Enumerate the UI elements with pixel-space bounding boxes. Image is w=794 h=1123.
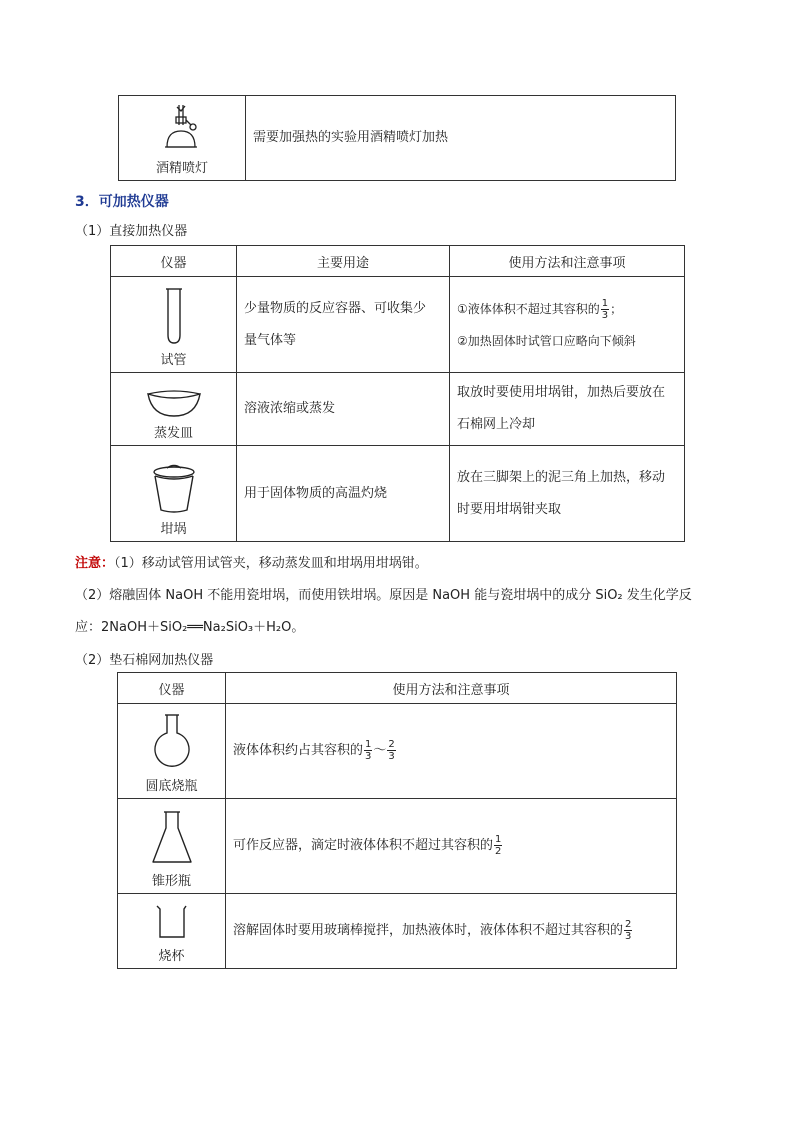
use-text: 量气体等 <box>244 332 297 348</box>
note-text: ①液体体积不超过其容积的 <box>457 301 600 316</box>
note-line: ①液体体积不超过其容积的 $\frac{1}{3}$ ； <box>457 297 623 321</box>
use-cell: 用于固体物质的高温灼烧 <box>237 446 450 542</box>
fraction: $\frac{2}{3}$ <box>625 919 632 942</box>
header-instrument: 仪器 <box>111 246 237 277</box>
instrument-cell <box>111 277 237 373</box>
use-cell: 溶液浓缩或蒸发 <box>237 373 450 446</box>
notes-cell <box>450 446 685 542</box>
round-bottom-flask-icon <box>152 713 192 771</box>
fraction: $\frac{1}{3}$ <box>365 739 372 762</box>
table-row <box>118 704 677 799</box>
notes-cell <box>450 373 685 446</box>
instrument-name: 试管 <box>160 353 187 368</box>
instrument-description: 需要加强热的实验用酒精喷灯加热 <box>246 96 676 181</box>
instrument-name: 圆底烧瓶 <box>145 779 198 794</box>
sub1-title: （1）直接加热仪器 <box>75 224 188 239</box>
note-text: 放在三脚架上的泥三角上加热，移动 <box>457 469 666 485</box>
use-cell <box>237 277 450 373</box>
notice-line-2: （2）熔融固体 NaOH 不能用瓷坩埚，而使用铁坩埚。原因是 NaOH 能与瓷坩埚中的成分 SiO₂ 发生化学反 <box>75 588 692 603</box>
notes-cell <box>226 799 677 894</box>
instrument-cell <box>118 704 226 799</box>
instrument-name: 锥形瓶 <box>151 874 191 889</box>
header-notes: 使用方法和注意事项 <box>450 246 685 277</box>
instrument-cell <box>119 96 246 181</box>
gauze-heating-table <box>117 672 677 969</box>
notes-cell: 液体体积约占其容积的 $\frac{1}{3}$ ～ $\frac{2}{3}$ <box>226 704 677 799</box>
note-text: 可作反应器，滴定时液体体积不超过其容积的 <box>233 838 494 853</box>
sub2-title: （2）垫石棉网加热仪器 <box>75 653 214 668</box>
note-text: 时要用坩埚钳夹取 <box>457 501 562 517</box>
beaker-icon <box>154 903 190 941</box>
header-instrument: 仪器 <box>118 673 226 704</box>
instrument-name: 蒸发皿 <box>153 426 193 441</box>
table-row <box>118 799 677 894</box>
instrument-name: 坩埚 <box>160 522 187 537</box>
instrument-cell <box>111 446 237 542</box>
note-text: ②加热固体时试管口应略向下倾斜 <box>457 333 636 348</box>
notes-cell <box>226 894 677 969</box>
instrument-cell <box>118 799 226 894</box>
alcohol-blowtorch-icon <box>157 103 207 153</box>
section-title: 3．可加热仪器 <box>75 194 169 210</box>
table-row <box>111 277 685 373</box>
notice-line-1 <box>75 552 428 571</box>
header-use: 主要用途 <box>237 246 450 277</box>
table-row <box>111 373 685 446</box>
top-table <box>118 95 676 181</box>
use-text: 少量物质的反应容器、可收集少 <box>244 300 427 316</box>
header-notes: 使用方法和注意事项 <box>226 673 677 704</box>
conical-flask-icon <box>150 810 194 866</box>
fraction: $\frac{2}{3}$ <box>388 739 395 762</box>
test-tube-icon <box>164 287 184 345</box>
table-row <box>111 446 685 542</box>
notice-text: （1）移动试管用试管夹，移动蒸发皿和坩埚用坩埚钳。 <box>114 556 428 571</box>
table-row <box>118 894 677 969</box>
instrument-cell <box>111 373 237 446</box>
note-text: 溶解固体时要用玻璃棒搅拌，加热液体时，液体体积不超过其容积的 <box>233 923 624 938</box>
note-text: 取放时要使用坩埚钳，加热后要放在 <box>457 385 666 400</box>
instrument-cell <box>118 894 226 969</box>
fraction: $\frac{1}{3}$ <box>601 297 609 321</box>
crucible-icon <box>151 464 197 514</box>
instrument-name: 酒精喷灯 <box>155 161 208 176</box>
evaporating-dish-icon <box>144 388 204 418</box>
notes-cell <box>450 277 685 373</box>
note-text: 石棉网上冷却 <box>457 417 536 432</box>
notice-line-3: 应：2NaOH＋SiO₂══Na₂SiO₃＋H₂O。 <box>75 620 305 635</box>
direct-heating-table <box>110 245 685 542</box>
instrument-name: 烧杯 <box>158 949 185 964</box>
notice-label: 注意： <box>75 556 115 571</box>
fraction: $\frac{1}{2}$ <box>495 834 502 857</box>
note-text: 液体体积约占其容积的 <box>233 743 364 758</box>
